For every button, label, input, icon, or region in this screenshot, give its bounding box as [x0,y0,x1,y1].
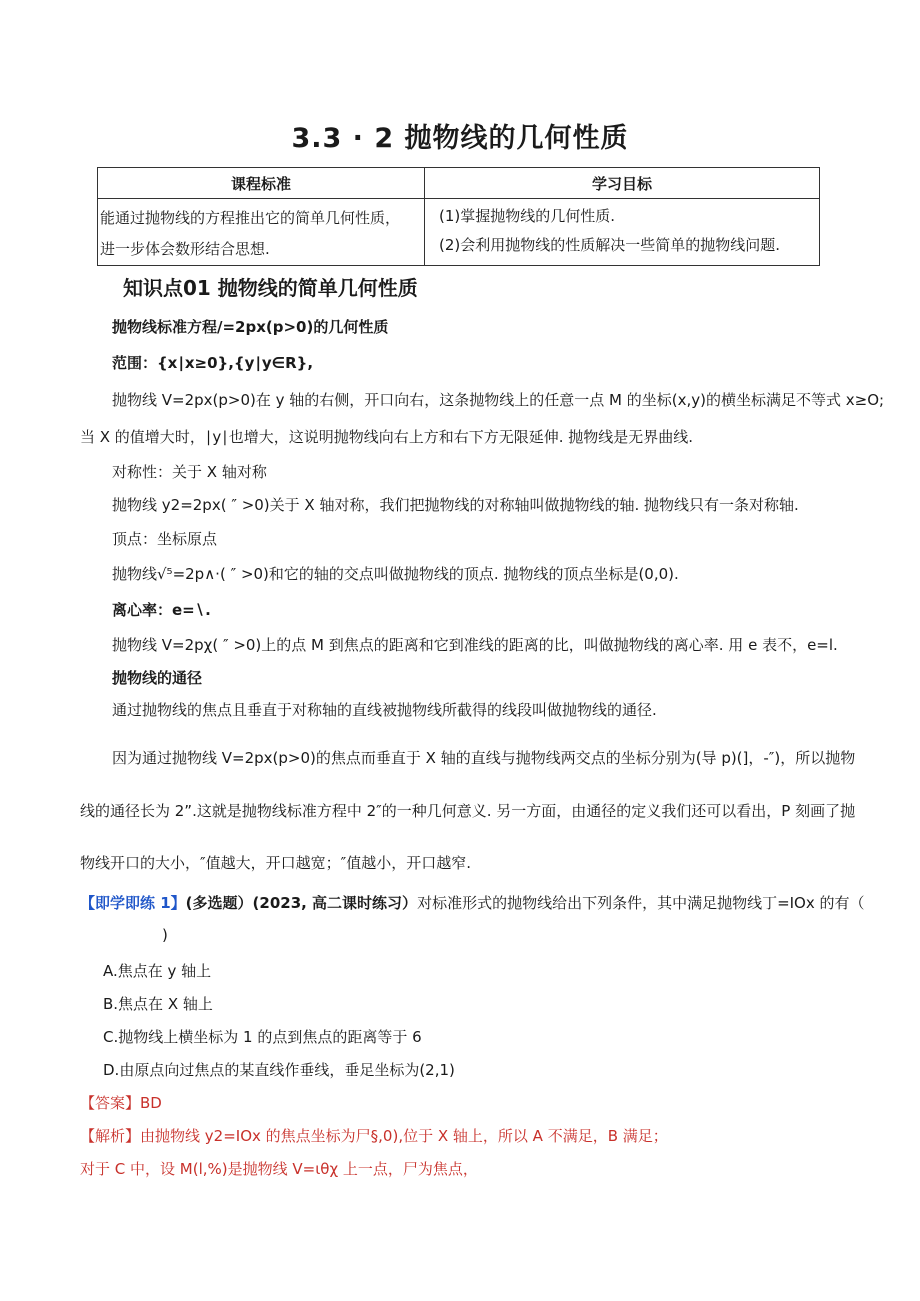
paragraph-line: 线的通径长为 2”.这就是抛物线标准方程中 2″的一种几何意义. 另一方面，由通径的定义我们还可以看出，P 刻画了抛 [80,802,856,820]
page-title: 3.3 · 2 抛物线的几何性质 [291,123,629,154]
range-line: 范围：{x∣x≥0},{y∣y∈R}, [112,354,314,372]
symmetry-heading: 对称性：关于 X 轴对称 [112,463,267,481]
paragraph-line: 当 X 的值增大时，∣y∣也增大，这说明抛物线向右上方和右下方无限延伸. 抛物线是无界曲线. [80,428,693,446]
section-heading: 知识点01 抛物线的简单几何性质 [123,276,418,300]
exercise-tag: 【即学即练 1】 [80,894,186,912]
course-standard-cell [98,199,425,266]
paragraph-line: 抛物线√⁵=2p∧·( ″ >0)和它的轴的交点叫做抛物线的顶点. 抛物线的顶点坐标是(0,0). [112,565,679,583]
standards-table [97,167,820,266]
learning-goal-cell [425,199,820,266]
paragraph-line: 因为通过抛物线 V=2px(p>0)的焦点而垂直于 X 轴的直线与抛物线两交点的坐标分别为(导 p)(]，-″)，所以抛物 [112,749,856,767]
analysis-text: 由抛物线 y2=IOx 的焦点坐标为尸§,0),位于 X 轴上，所以 A 不满足，B 满足； [140,1127,668,1145]
answer-value: BD [140,1094,162,1112]
answer-line [80,1092,162,1113]
course-standard-line: 能通过抛物线的方程推出它的简单几何性质， [100,209,401,227]
option-b: B.焦点在 X 轴上 [103,995,213,1013]
analysis-line [80,1125,668,1146]
option-a: A.焦点在 y 轴上 [103,962,212,980]
subheading-properties: 抛物线标准方程/=2px(p>0)的几何性质 [112,318,389,336]
paragraph-line: 通过抛物线的焦点且垂直于对称轴的直线被抛物线所截得的线段叫做抛物线的通径. [112,701,657,719]
paragraph-line: 抛物线 V=2pχ( ″ >0)上的点 M 到焦点的距离和它到准线的距离的比，叫做抛物线的离心率. 用 e 表不，e=l. [112,636,838,654]
latus-rectum-heading: 抛物线的通径 [112,669,203,687]
header-course-standard: 课程标准 [98,168,425,199]
course-standard-line: 进一步体会数形结合思想. [100,240,270,258]
analysis-tag: 【解析】 [80,1127,141,1145]
option-c: C.抛物线上横坐标为 1 的点到焦点的距离等于 6 [103,1028,422,1046]
learning-goal-line: (1)掌握抛物线的几何性质. [439,207,616,225]
exercise-body: 对标准形式的抛物线给出下列条件，其中满足抛物线丁=IOx 的有（ [417,894,865,912]
learning-goal-line: (2)会利用抛物线的性质解决一些简单的抛物线问题. [439,236,781,254]
eccentricity-heading: 离心率：e=∖. [112,601,211,619]
paragraph-line: 抛物线 y2=2px( ″ >0)关于 X 轴对称，我们把抛物线的对称轴叫做抛物线的轴. 抛物线只有一条对称轴. [112,496,799,514]
vertex-heading: 顶点：坐标原点 [112,530,218,548]
header-learning-goal: 学习目标 [425,168,820,199]
exercise-meta: (多选题）(2023, 高二课时练习） [185,894,418,912]
exercise-close-paren: ) [162,926,168,944]
paragraph-line: 抛物线 V=2px(p>0)在 y 轴的右侧，开口向右，这条抛物线上的任意一点 M 的坐标(x,y)的横坐标满足不等式 x≥O; [112,391,885,409]
option-d: D.由原点向过焦点的某直线作垂线，垂足坐标为(2,1) [103,1061,455,1079]
exercise-question [80,892,865,913]
paragraph-line: 物线开口的大小，″值越大，开口越宽；″值越小，开口越窄. [80,854,471,872]
answer-tag: 【答案】 [80,1094,141,1112]
analysis-line: 对于 C 中，设 M(l,%)是抛物线 V=ιθχ 上一点，尸为焦点， [80,1160,478,1178]
